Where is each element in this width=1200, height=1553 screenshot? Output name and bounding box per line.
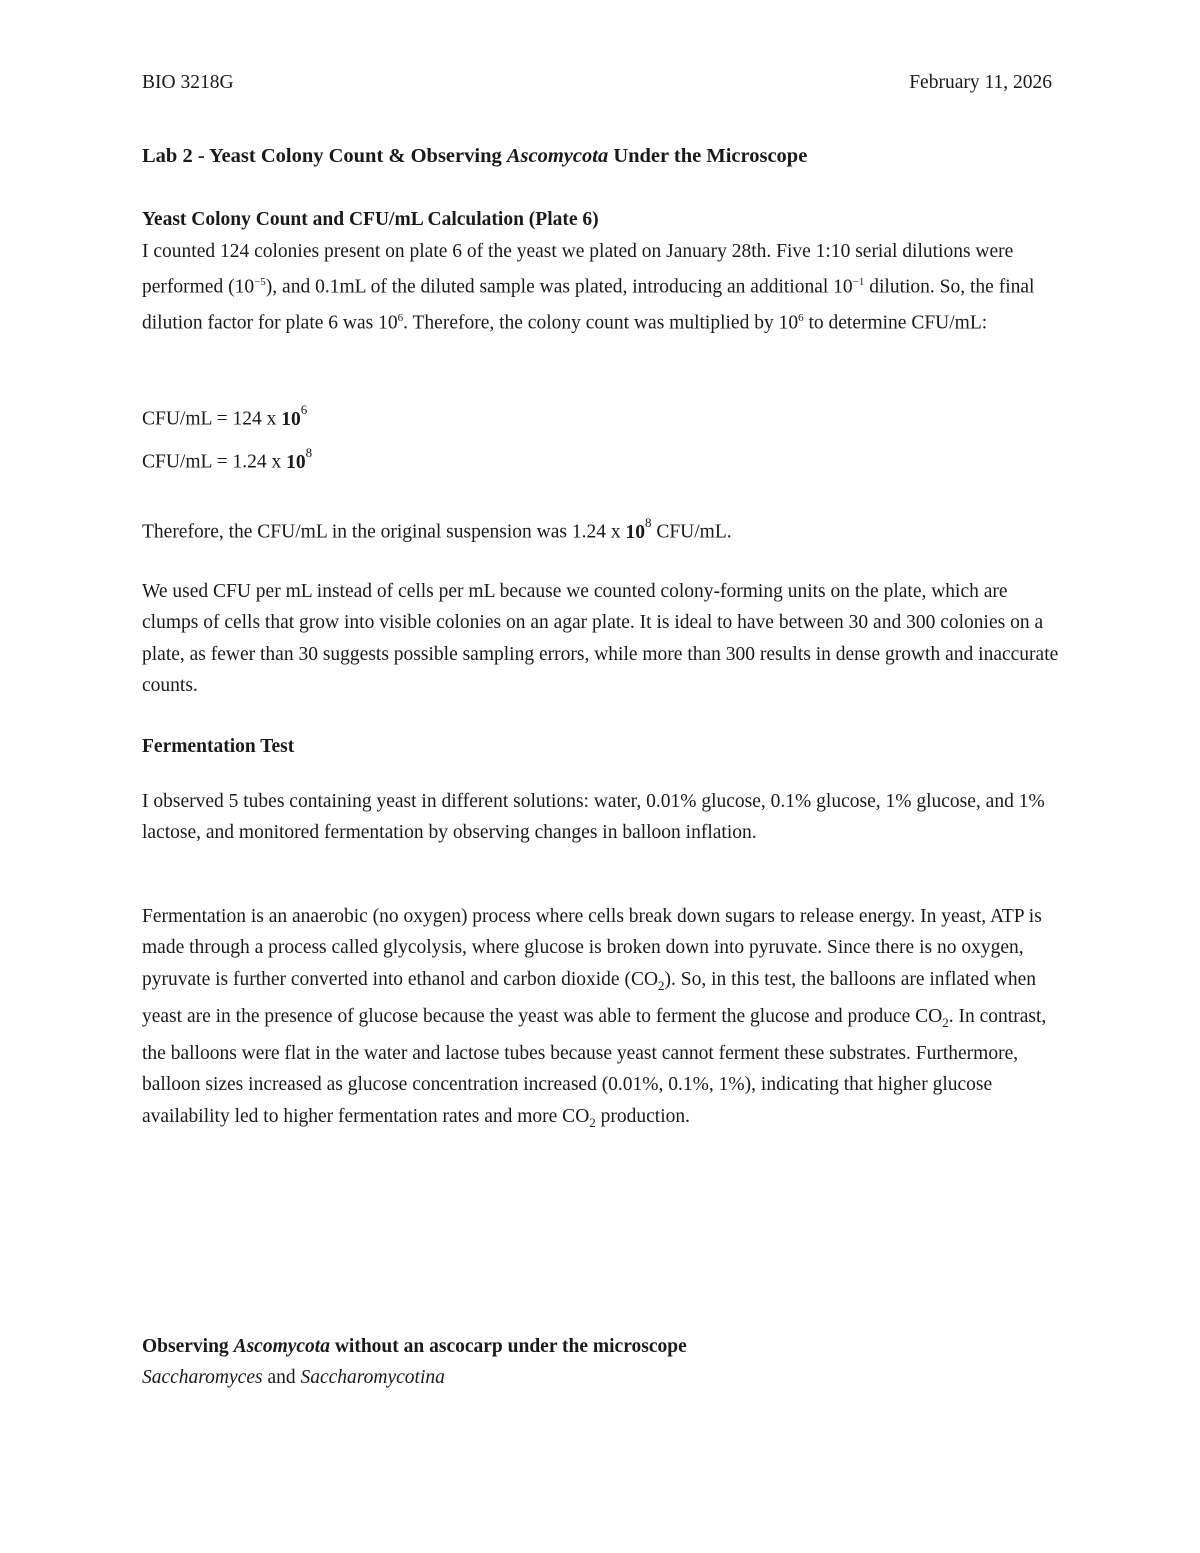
document-title <box>142 141 1062 172</box>
section-heading-fermentation: Fermentation Test <box>142 736 295 757</box>
section-heading-colony-count: Yeast Colony Count and CFU/mL Calculation (Plate 6) <box>142 209 599 230</box>
heading-text-end: without an ascocarp under the microscope <box>329 1336 687 1357</box>
exponent: 8 <box>644 515 652 530</box>
exponent: 6 <box>300 402 308 417</box>
subscript: 2 <box>658 977 665 993</box>
equation-lhs: CFU/mL = 124 x <box>142 408 282 430</box>
base: 10 <box>286 451 306 473</box>
title-text-end: Under the Microscope <box>608 145 808 167</box>
conclusion-unit: CFU/mL. <box>651 521 732 543</box>
p1-text-d: . Therefore, the colony count was multiplied by 10 <box>403 312 799 334</box>
power-of-ten <box>625 515 652 543</box>
cfu-explanation-paragraph: We used CFU per mL instead of cells per mL because we counted colony-forming units on the plate, which are clumps of cells that grow into visible colonies on an agar plate. It is ideal to have between 30 and 300 colonies on a plate, as fewer than 30 suggests possible sampling errors, while more than 300 results in dense growth and inaccurate counts. <box>142 581 1059 696</box>
conjunction: and <box>262 1367 301 1388</box>
subscript: 2 <box>942 1014 949 1030</box>
colony-count-paragraph <box>142 236 1062 339</box>
power-of-ten <box>286 445 313 473</box>
exponent: 6 <box>798 312 804 325</box>
course-code: BIO 3218G <box>142 72 234 93</box>
exponent: −1 <box>852 276 865 289</box>
equation-cfu-1 <box>142 397 1062 435</box>
equation-cfu-2 <box>142 440 1062 478</box>
p2-text-c: . In contrast, the balloons were flat in the water and lactose tubes because yeast cannot ferment these substrates. Furthermore, balloon sizes increased as glucose concentration increased (0.01%, 0.1%, 1%), indicating that higher glucose availability led to higher fermentation rates and more CO <box>142 1005 1047 1127</box>
genus-subtitle <box>142 1362 1062 1393</box>
title-italic-taxon: Ascomycota <box>506 145 609 167</box>
p2-text-d: production. <box>595 1105 691 1127</box>
p1-text-e: to determine CFU/mL: <box>803 312 988 334</box>
fermentation-explanation-paragraph <box>142 901 1062 1138</box>
conclusion-sentence <box>142 510 1062 548</box>
title-text-start: Lab 2 - Yeast Colony Count & Observing <box>142 145 507 167</box>
p1-text-b: ), and 0.1mL of the diluted sample was plated, introducing an additional 10 <box>265 276 853 298</box>
exponent: −5 <box>254 276 266 289</box>
base: 10 <box>625 521 645 543</box>
conclusion-text: Therefore, the CFU/mL in the original suspension was 1.24 x <box>142 521 626 543</box>
equation-lhs: CFU/mL = 1.24 x <box>142 451 287 473</box>
heading-text-start: Observing <box>142 1336 234 1357</box>
p1-text-c: dilution. So, the final dilution factor for plate 6 was 10 <box>142 276 1035 334</box>
base: 10 <box>281 408 301 430</box>
subscript: 2 <box>589 1114 596 1130</box>
genus-name: Saccharomycotina <box>300 1367 445 1388</box>
power-of-ten <box>281 402 308 430</box>
exponent: 8 <box>305 445 313 460</box>
p2-text-b: ). So, in this test, the balloons are inflated when yeast are in the presence of glucose because the yeast was able to ferment the glucose and produce CO <box>142 968 1037 1027</box>
fermentation-observation-paragraph: I observed 5 tubes containing yeast in different solutions: water, 0.01% glucose, 0.1% glucose, 1% glucose, and 1% lactose, and monitored fermentation by observing changes in balloon inflation. <box>142 791 1045 844</box>
document-date: February 11, 2026 <box>909 72 1052 93</box>
section-heading-ascomycota <box>142 1331 1062 1362</box>
genus-name: Saccharomyces <box>142 1367 263 1388</box>
p1-text-a: I counted 124 colonies present on plate 6 of the yeast we plated on January 28th. Five 1:10 serial dilutions were performed (10 <box>142 241 1014 298</box>
p2-text-a: Fermentation is an anaerobic (no oxygen) process where cells break down sugars to release energy. In yeast, ATP is made through a process called glycolysis, where glucose is broken down into pyruvate. Since there is no oxygen, pyruvate is further converted into ethanol and carbon dioxide (CO <box>142 906 1042 990</box>
heading-italic-taxon: Ascomycota <box>233 1336 330 1357</box>
exponent: 6 <box>397 312 404 325</box>
